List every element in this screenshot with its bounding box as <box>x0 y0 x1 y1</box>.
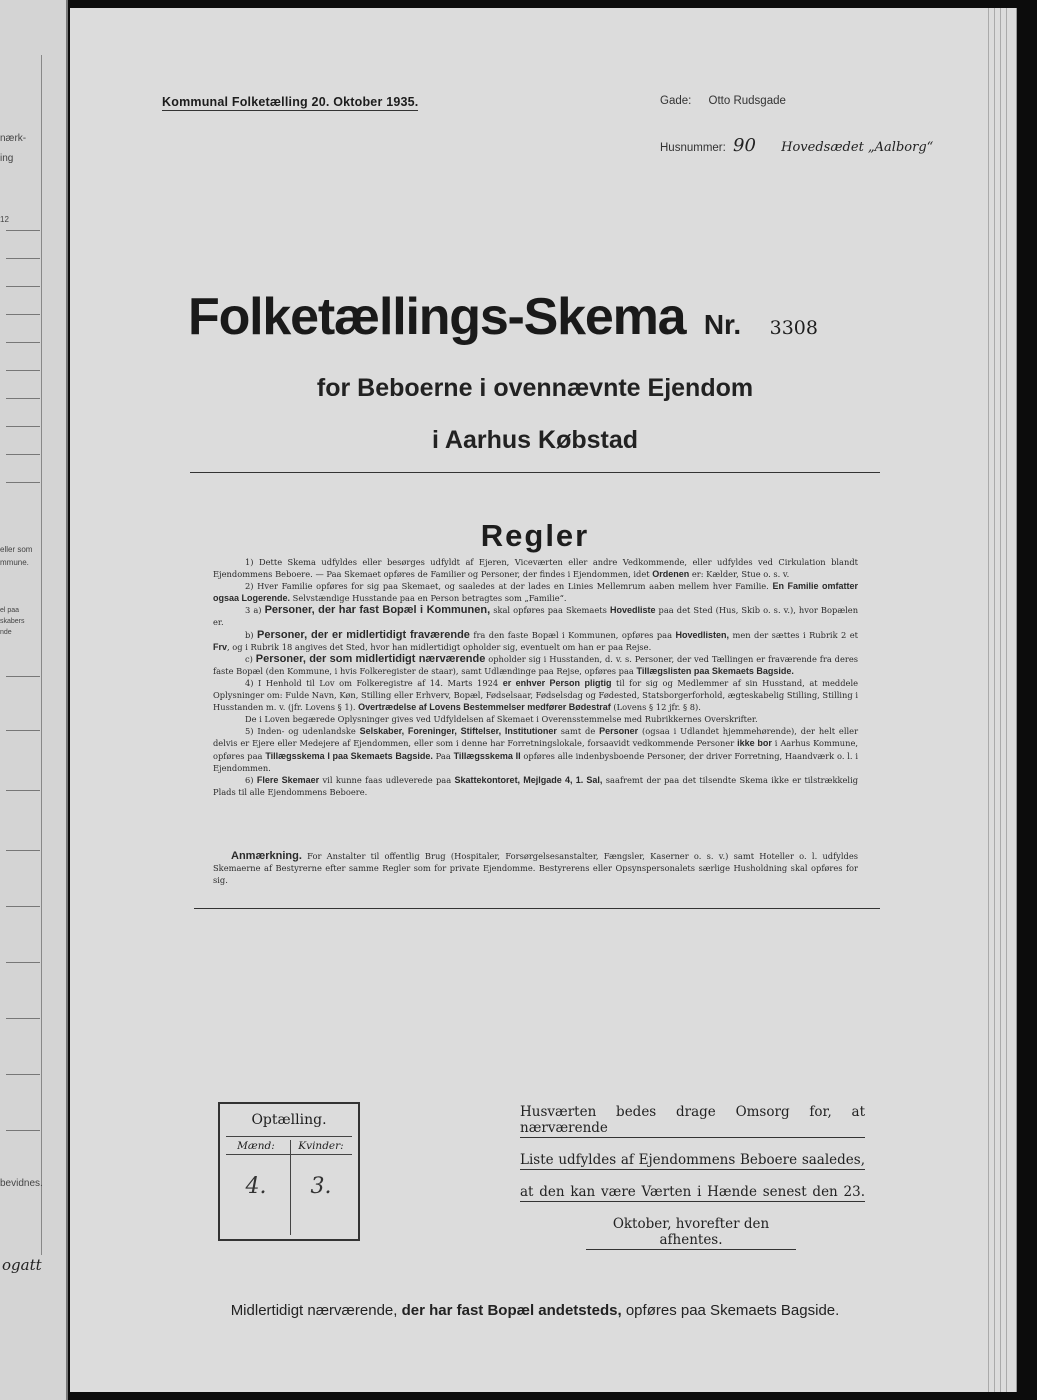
form-title <box>188 287 818 347</box>
rule-text: opføres alle indenbysboende Personer, der driver Forretning, Haandværk o. l. i Ejendommen. <box>213 750 859 773</box>
rule-item <box>213 629 858 653</box>
census-title: Kommunal Folketælling 20. Oktober 1935. <box>162 95 419 109</box>
rule-emphasis: ikke bor <box>737 738 772 749</box>
page-edge <box>1006 8 1007 1392</box>
house-handwritten-note: Hovedsædet „Aalborg“ <box>781 140 934 155</box>
count-box-rule <box>226 1136 352 1137</box>
rule-emphasis: Tillægsskema I paa Skemaets Bagside. <box>265 750 433 761</box>
rule-emphasis: Frv <box>213 641 228 652</box>
rule-text: skal opføres paa Skemaets <box>493 605 607 616</box>
left-fragment: skabers <box>0 618 25 625</box>
census-form-page <box>70 8 1017 1392</box>
rule-text: paa det Sted (Hus, Skib o. s. v.), hvor Bopælen er. <box>213 605 859 628</box>
rule-text: samt de <box>560 726 596 737</box>
rule-text: 4) I Henhold til Lov om Folkeregistre af 14. Marts 1924 <box>245 677 499 688</box>
rule-item <box>213 604 858 628</box>
remark-note <box>213 850 858 887</box>
left-rule <box>6 1018 40 1019</box>
left-rule <box>6 482 40 483</box>
rule-text: 3 a) <box>245 605 262 616</box>
form-title-main: Folketællings-Skema <box>188 288 686 346</box>
rule-text: til for sig og Medlemmer af sin Husstand, at meddele Oplysninger om: Fulde Navn, Køn, Stilling eller Erhverv, Bopæl, Fødselsaar, Fødselsdag og Fødested, Statsborgerforhold, ægteskabelig Stilling, Stilling i Husstanden m. v. (jfr. Lovens § 1). <box>213 677 859 713</box>
rule-text: c) <box>245 653 253 664</box>
rule-item <box>213 725 858 773</box>
page-edge <box>994 8 995 1392</box>
rule-emphasis: Selskaber, Foreninger, Stiftelser, Institutioner <box>359 726 557 737</box>
previous-page-strip <box>0 0 68 1400</box>
rule-emphasis: Hovedliste <box>609 605 656 616</box>
rule-text: , og i Rubrik 18 angives det Sted, hvor han midlertidigt opholder sig, eventuelt om han er paa Rejse. <box>227 641 652 652</box>
rule-text: er: Kælder, Stue o. s. v. <box>691 569 790 580</box>
house-number-value: 90 <box>733 135 756 156</box>
footer-bold: der har fast Bopæl andetsteds, <box>401 1302 622 1319</box>
left-fragment: nde <box>0 629 12 636</box>
left-rule <box>6 790 40 791</box>
street-value: Otto Rudsgade <box>708 95 786 107</box>
rule-emphasis: Flere Skemaer <box>256 774 320 785</box>
left-rule <box>6 370 40 371</box>
divider <box>194 908 880 909</box>
form-number-label: Nr. <box>703 309 742 340</box>
left-fragment: nærk- <box>0 133 27 144</box>
rule-item <box>213 556 858 580</box>
footer-pre: Midlertidigt nærværende, <box>230 1302 398 1319</box>
form-number: 3308 <box>769 317 818 339</box>
rule-emphasis: Ordenen <box>652 569 690 580</box>
count-women-label: Kvinder: <box>298 1140 344 1152</box>
rule-emphasis: Personer <box>599 726 639 737</box>
left-rule <box>6 1074 40 1075</box>
count-box <box>218 1102 360 1241</box>
left-rule <box>6 314 40 315</box>
page-edge <box>988 8 989 1392</box>
rules-text <box>213 556 858 798</box>
left-rule <box>6 342 40 343</box>
divider <box>190 472 880 473</box>
rule-text: opholder sig i Husstanden, d. v. s. Personer, der ved Tællingen er fraværende fra deres faste Bopæl (den Kommune, i hvis Folkeregister de staar), samt Udlændinge paa Rejse, opføres paa <box>213 653 858 676</box>
street-label: Gade: <box>660 95 692 107</box>
left-fragment: bevidnes. <box>0 1178 43 1189</box>
rule-text: vil kunne faas udleverede paa <box>322 774 452 785</box>
rule-item <box>213 677 858 713</box>
rule-item <box>213 774 858 798</box>
left-fragment: mmune. <box>0 558 29 567</box>
left-fragment: 12 <box>0 215 9 224</box>
form-subtitle: for Beboerne i ovennævnte Ejendom <box>316 374 754 402</box>
rule-item <box>213 713 858 725</box>
remark-text: For Anstalter til offentlig Brug (Hospitaler, Forsørgelsesanstalter, Fængsler, Kaserner o. s. v.) samt Hoteller o. l. udfyldes Skemaerne af Bestyrerne efter samme Regler som for private Ejendomme. Bestyrerens eller Opsynspersonalets særlige Husholdning skal opføres for sig. <box>213 851 858 886</box>
house-number-label: Husnummer: <box>660 142 726 154</box>
notice-line: Oktober, hvorefter den afhentes. <box>586 1216 796 1250</box>
rule-emphasis: Personer, der som midlertidigt nærværende <box>255 652 486 665</box>
count-men-column <box>226 1140 286 1235</box>
left-signature: ogatt <box>2 1256 42 1274</box>
notice-line: at den kan være Værten i Hænde senest den 23. <box>520 1184 865 1200</box>
left-rule <box>6 850 40 851</box>
notice-line: Husværten bedes drage Omsorg for, at nærværende <box>520 1104 865 1136</box>
rule-text: Paa <box>435 750 451 761</box>
rule-text: De i Loven begærede Oplysninger gives ved Udfyldelsen af Skemaet i Overensstemmelse med Rubrikkernes Overskrifter. <box>245 714 758 725</box>
rules-heading: Regler <box>480 518 590 553</box>
rule-item <box>213 653 858 677</box>
left-rule <box>6 1130 40 1131</box>
count-women-value: 3. <box>310 1174 332 1199</box>
rule-text: Selvstændige Husstande paa en Person betragtes som „Familie“. <box>292 593 567 604</box>
notice-line: Liste udfyldes af Ejendommens Beboere saaledes, <box>520 1152 865 1168</box>
landlord-notice <box>520 1104 865 1264</box>
rule-emphasis: er enhver Person pligtig <box>502 677 612 688</box>
street-field <box>660 95 786 107</box>
remark-label: Anmærkning. <box>231 850 302 862</box>
count-men-label: Mænd: <box>237 1140 275 1152</box>
left-rule <box>6 398 40 399</box>
count-men-value: 4. <box>245 1174 267 1199</box>
left-fragment: ing <box>0 153 14 164</box>
rule-text: 5) Inden- og udenlandske <box>245 726 356 737</box>
left-fragment: eller som <box>0 545 33 554</box>
rule-text: (ogsaa i Udlandet hjemmehørende), der helt eller delvis er Ejere eller Medejere af Ejendommen, eller som i denne har Forretningslokale, forsaavidt vedkommende Personer <box>213 726 859 749</box>
left-rule <box>6 426 40 427</box>
left-rule <box>6 258 40 259</box>
rule-emphasis: Overtrædelse af Lovens Bestemmelser medfører Bødestraf <box>358 702 611 713</box>
rule-emphasis: Personer, der har fast Bopæl i Kommunen, <box>264 604 491 617</box>
rule-emphasis: Personer, der er midlertidigt fraværende <box>257 628 470 641</box>
left-rule <box>6 286 40 287</box>
rule-emphasis: Hovedlisten, <box>675 629 729 640</box>
left-rule <box>6 454 40 455</box>
rule-text: b) <box>245 629 254 640</box>
rule-text: 2) Hver Familie opføres for sig paa Skemaet, og saaledes at der lades en Linies Mellemrum aaben mellem hver Familie. <box>245 581 769 592</box>
form-subtitle-city: i Aarhus Købstad <box>431 426 639 454</box>
left-rule <box>6 730 40 731</box>
left-rule <box>6 906 40 907</box>
rule-emphasis: Skattekontoret, Mejlgade 4, 1. Sal, <box>454 774 603 785</box>
rule-text: men der sættes i Rubrik 2 et <box>732 629 859 640</box>
rule-text: (Lovens § 12 jfr. § 8). <box>613 702 701 713</box>
left-rule <box>6 676 40 677</box>
rule-text: 6) <box>245 774 254 785</box>
count-women-column <box>290 1140 351 1235</box>
left-rule <box>6 962 40 963</box>
rule-item <box>213 580 858 604</box>
rule-text: saafremt der paa det tilsendte Skema ikke er tilstrækkelig Plads til alle Ejendommens Beboere. <box>213 774 859 797</box>
rule-emphasis: Tillægslisten paa Skemaets Bagside. <box>636 665 794 676</box>
footer-post: opføres paa Skemaets Bagside. <box>625 1302 840 1319</box>
count-box-title: Optælling. <box>251 1112 327 1128</box>
rule-emphasis: Tillægsskema II <box>453 750 521 761</box>
left-fragment: el paa <box>0 607 20 614</box>
rule-text: 1) Dette Skema udfyldes eller besørges udfyldt af Ejeren, Viceværten eller andre Vedkommende, eller udfyldes ved Cirkulation blandt Ejendommens Beboere. — Paa Skemaet opføres de Familier og Personer, der findes i Ejendommen, idet <box>213 557 858 580</box>
page-edge <box>1000 8 1001 1392</box>
footer-note <box>70 1302 1000 1319</box>
house-number-field <box>660 135 933 156</box>
column-rule <box>41 55 42 1255</box>
rule-text: fra den faste Bopæl i Kommunen, opføres paa <box>473 629 673 640</box>
rule-emphasis: En Familie omfatter ogsaa Logerende. <box>213 581 859 604</box>
left-rule <box>6 230 40 231</box>
rule-text: i Aarhus Kommune, opføres paa <box>213 738 859 761</box>
